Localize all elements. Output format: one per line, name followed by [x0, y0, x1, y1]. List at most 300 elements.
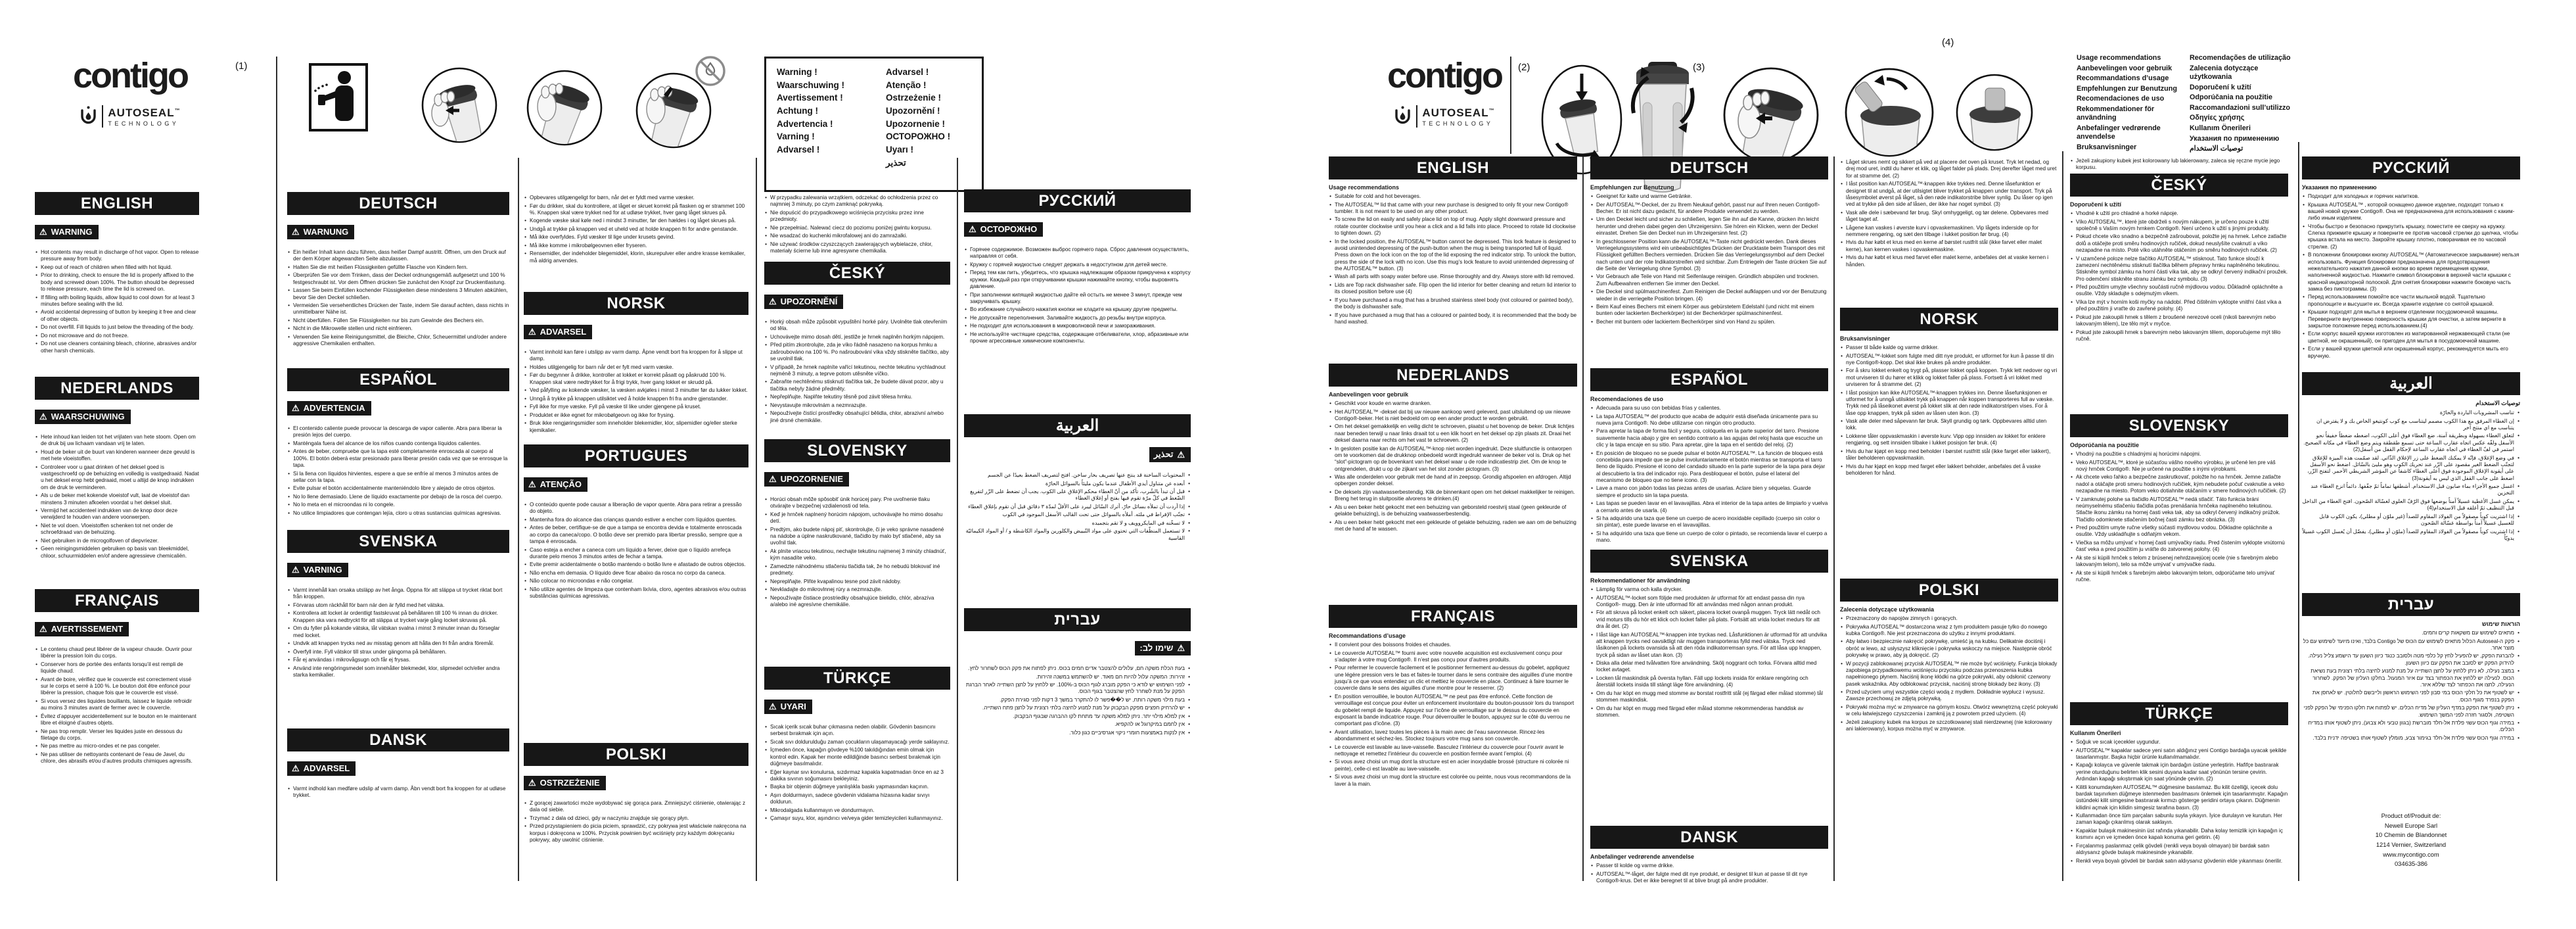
section-francais-warning [35, 589, 199, 767]
section-title: Bruksanvisninger [1840, 335, 1891, 342]
bullet-dot-icon: • [288, 272, 290, 279]
bullet-text: Não colocar no microondas e não congelar. [530, 578, 633, 584]
bullet-dot-icon: • [35, 661, 37, 667]
bullet-item [886, 144, 978, 156]
bullet-dot-icon: • [1188, 696, 1190, 703]
bullet-text: Крышка AUTOSEAL™ , которой оснащено данное изделие, подходит только к вашей новой кружке Contigo®. Она не предназначена для использования с каким-либо иным изделием. [2308, 201, 2515, 222]
bullet-text: Nie używać środków czyszczących zawierających wybielacze, chlor, materiały ścierne lub inne agresywne chemikalia. [770, 241, 933, 254]
bullet-item [524, 243, 748, 249]
bullet-dot-icon: • [1188, 488, 1190, 495]
bullet-dot-icon: • [524, 569, 526, 576]
bullet-dot-icon: • [1841, 463, 1843, 469]
bullet-item [1329, 774, 1577, 788]
bullet-text: En position verrouillée, le bouton AUTOSEAL™ ne peut pas être enfoncé. Cette fonction de verrouillage est conçue pour éviter un enfoncement involontaire du bouton-poussoir lors du transport du gobelet rempli de liquide. Appuyez sur l’icône de verrouillage sur le dessus du couvercle en exposant la bande indicatrice rouge. Pour déverrouiller le bouton, appuyez sur le côté du verrou ne comportant pas d’icône. (3) [1335, 693, 1575, 727]
bullet-item [2070, 525, 2288, 538]
bullet-item [2302, 831, 2520, 840]
bullet-list [1840, 615, 2058, 732]
bullet-item [777, 80, 869, 91]
warning-label: ⚠ ADVERTENCIA [287, 401, 371, 416]
warning-label: ⚠ UYARI [764, 700, 812, 714]
bullet-text: Wash all parts with soapy water before use. Rinse thoroughly and dry. Always store with lid removed. [1335, 274, 1575, 280]
bullet-text: I låst position kan AUTOSEAL™-knappen ikke trykkes ned. Denne låsefunktion er designet til at undgå, at der utilsigtet bliver trykket på knappen under transport. Tryk på låsesymbolet øverst på låget, så den røde indikatorstribe bliver synlig. Du låser op igen ved at trykke på den side af låsen, der ikke har noget symbol. (3) [1846, 181, 2053, 208]
bullet-text: Hvis du har kjøpt en kopp med farget eller lakkert beholder, anbefales det å vaske beholderen for hånd. [1846, 463, 2041, 476]
bullet-item [764, 379, 950, 393]
bullet-text: Conserver hors de portée des enfants lorsqu’il est rempli de liquide chaud. [41, 661, 183, 675]
bullet-text: אין למלא מילוי יתר. ניתן למלא משקה עד מתחת לקו ההברגה שבגוף הבקבוק. [1013, 713, 1185, 719]
bullet-item [2070, 739, 2288, 746]
bullet-item [524, 815, 748, 822]
bullet-item [35, 272, 199, 293]
bullet-item [964, 705, 1191, 711]
bullet-text: Achtung ! [777, 106, 818, 116]
bullet-dot-icon: • [765, 769, 767, 775]
bullet-dot-icon: • [1591, 318, 1593, 325]
bullet-item [964, 665, 1191, 672]
column-rule [1833, 156, 1835, 881]
section-header: עברית [2302, 593, 2520, 616]
bullet-text: Unngå å trykke på knappen utilsiktet ved å holde knappen fri fra andre gjenstander. [530, 395, 728, 402]
bullet-item [1329, 409, 1577, 423]
bullet-text: Il convient pour des boissons froides et chaudes. [1335, 642, 1452, 648]
bullet-dot-icon: • [1329, 504, 1331, 510]
bullet-dot-icon: • [524, 387, 526, 394]
bullet-item [524, 250, 748, 264]
bullet-text: I låst posisjon kan ikke AUTOSEAL™-knappen trykkes inn. Denne låsefunksjonen er utformet for å unngå utilsiktet trykk på knappen når koppen transporteres full av væske. Trykk ned på låseikonet øverst på lokket slik at den røde indikatorstripen vises. For å låse opp knappen, trykk på siden av låsen uten ikon. (3) [1846, 389, 2054, 416]
bullet-item [1590, 632, 1828, 659]
bullet-text: Überprüfen Sie vor dem Trinken, dass der Deckel ordnungsgemäß aufgesetzt und 100 % festgeschraubt ist. Vor dem Öffnen drücken Sie zunächst den Knopf zur Druckentlastung. [293, 272, 506, 285]
bullet-item [287, 471, 509, 485]
bullet-item [287, 249, 509, 263]
bullet-dot-icon: • [1188, 682, 1190, 688]
autoseal-label: AUTOSEAL [1422, 106, 1489, 119]
bullet-text: Víko AUTOSEAL™, které jste obdrželi s novým nákupem, je určeno pouze k užití společně s Vaším novým hrnkem Contigo®. Není určeno k užití s jinými produkty. [2076, 218, 2270, 231]
bullet-text: לפני השימוש יש לודא כי הפקק מוברג לגוף הכוס ב-100%. יש ללחוץ על לחצן השתייה לאחר הברגת הפקק על מנת לשחרר לחץ שהצטבר בגוף הכוס. [966, 682, 1185, 695]
bullet-list [287, 249, 509, 348]
bullet-item [35, 449, 199, 463]
bullet-item [2190, 114, 2300, 122]
bullet-dot-icon: • [1188, 721, 1190, 728]
bullet-item [2302, 653, 2520, 667]
autoseal-drop-icon [80, 106, 97, 127]
section-header: DEUTSCH [1590, 156, 1828, 179]
bullet-text: إذا اشتريت كوباً مصقولاً من الفولاذ المقاوم للصدأ (ملوّن أو مطلي)، يفضّل أن يُغسل الكوب غسيلاً يدويّاً [2302, 528, 2514, 541]
section-header: العربية [2302, 372, 2520, 395]
bullet-text: Caso esteja a encher a caneca com um líquido a ferver, deixe que o líquido arrefeça durante pelo menos 3 minutos antes de fechar a tampa. [530, 546, 731, 560]
bullet-text: Förvaras utom räckhåll för barn när den är fylld med het vätska. [293, 602, 445, 608]
bullet-item [2190, 104, 2300, 112]
bullet-dot-icon: • [1329, 774, 1331, 780]
warning-triangle-icon: ⚠ [769, 474, 777, 484]
bullet-item [764, 512, 950, 525]
bullet-item [524, 387, 748, 394]
bullet-text: V případě, že hrnek naplníte vařící tekutinou, nechte tekutinu vychladnout nejméně 3 minuty, a teprve potom utěsněte víčko. [770, 364, 946, 377]
bullet-list [2302, 630, 2520, 742]
bullet-dot-icon: • [765, 807, 767, 813]
bullet-item [764, 792, 950, 806]
bullet-text: Подходит для холодных и горячих напитков. [2308, 193, 2420, 199]
bullet-text: AUTOSEAL™-lokket som fulgte med ditt nye produkt, er utformet for kun å passe til din nye Contigo®-kopp. Det skal ikke brukes på andre produkter. [1846, 352, 2054, 366]
bullet-item [764, 364, 950, 378]
bullet-dot-icon: • [2303, 252, 2305, 258]
bullet-item [1590, 690, 1828, 704]
bullet-dot-icon: • [2071, 255, 2073, 262]
bullet-text: Hvis du har købt et krus med farvet eller malet kerne, anbefales det at vaske kernen i hånden. [1846, 254, 2049, 268]
bullet-text: Evite premir acidentalmente o botão mantendo o botão livre e afastado de outros objectos. [530, 561, 746, 568]
bullet-item [1590, 414, 1828, 427]
autoseal-drop-icon [1394, 106, 1412, 127]
warning-triangle-icon: ⚠ [292, 227, 300, 237]
bullet-item [1590, 515, 1828, 529]
bullet-item [287, 325, 509, 332]
bullet-item [2070, 570, 2288, 584]
bullet-item [1329, 519, 1577, 533]
bullet-item [964, 504, 1191, 510]
bullet-text: Si vous versez des liquides bouillants, laissez le liquide refroidir au moins 3 minutes avant de fermer avec le couvercle. [41, 698, 192, 711]
bullet-text: Manténgala fuera del alcance de los niños cuando contenga líquidos calientes. [293, 440, 481, 446]
bullet-dot-icon: • [288, 333, 290, 340]
contigo-logo [1372, 55, 1517, 128]
bullet-text: ניתן לשטוף את הפקק במדף העליון של מדיח הכלים. יש לפתוח את חלקו הפנימי של הפקק לפני השטיפה, ולסגור חזרה לפני המשך השימוש. [2303, 705, 2514, 718]
bullet-item [2302, 252, 2520, 293]
bullet-item [1590, 405, 1828, 412]
bullet-item [35, 698, 199, 712]
bullet-dot-icon: • [765, 784, 767, 790]
bullet-text: להברגת הפקק, יש להפעיל לחץ קל כלפי מטה ולסובב כנגד כיוון השעון עד הישמע צליל נעילה. להידוק הפקק יש לסובב את הפקק עם כיוון השעון. [2308, 653, 2514, 666]
bullet-dot-icon: • [2071, 459, 2073, 465]
bullet-list [764, 195, 950, 254]
bullet-text: De deksels zijn vaatwasserbestendig. Klik de binnenkant open om het deksel makkelijker te reinigen. Breng het terug in sluitpositie alvorens te drinken.(4) [1335, 488, 1575, 502]
bullet-list [1590, 405, 1828, 544]
bullet-dot-icon: • [2518, 417, 2519, 424]
bullet-text: Kapaklar bulaşık makinesinin üst rafında yıkanabilir. Daha kolay temizlik için kapağın iç kısmını açın ve içmeden önce kapalı konuma geri getirin. (4) [2076, 827, 2283, 841]
bullet-dot-icon: • [1591, 450, 1593, 456]
bullet-dot-icon: • [288, 625, 290, 632]
bullet-dot-icon: • [965, 314, 967, 321]
bullet-text: Må ikke overfyldes. Fyld væsker til lige under krusets gevind. [530, 234, 675, 241]
bullet-text: Veko AUTOSEAL™, ktoré je súčasťou vášho nového výrobku, je určené len pre váš nový hrnček Contigo®. Nie je určené na použitie s inými výrobkami. [2076, 459, 2276, 472]
bullet-dot-icon: • [288, 425, 290, 431]
bullet-item [2070, 828, 2288, 842]
bullet-item [2302, 841, 2520, 849]
bullet-dot-icon: • [1841, 345, 1843, 350]
bullet-dot-icon: • [288, 287, 290, 294]
autoseal-divider [102, 105, 103, 128]
warning-triangle-icon: ⚠ [969, 224, 977, 234]
product-origin-info [2302, 812, 2520, 870]
warning-triangle-icon: ⚠ [39, 227, 47, 237]
bullet-text: Upozornění ! [886, 106, 940, 116]
bullet-dot-icon: • [35, 492, 37, 499]
bullet-text: Keď je hrnček naplnený horúcim nápojom, uchovávajte ho mimo dosahu detí. [770, 511, 943, 525]
bullet-text: توصيات الاستخدام [2190, 145, 2243, 153]
bullet-dot-icon: • [2303, 193, 2305, 199]
section-header: NORSK [524, 292, 748, 315]
bullet-text: Ak plníte vriacou tekutinou, nechajte tekutinu najmenej 3 minúty chladnúť, kým nasadíte veko. [770, 548, 946, 561]
bullet-dot-icon: • [524, 516, 526, 523]
bullet-dot-icon: • [288, 610, 290, 617]
bullet-text: Må ikke komme i mikrobølgeovnen eller fryseren. [530, 242, 647, 249]
bullet-text: Lave a mano con jabón todas las piezas antes de usarlas. Aclare bien y séquelas. Guarde siempre el producto sin la tapa puesta. [1596, 485, 1811, 498]
figure-1-label: (1) [235, 60, 248, 72]
bullet-dot-icon: • [1329, 400, 1331, 406]
bullet-item [1840, 390, 2058, 417]
bullet-text: Før du begynner å drikke, kontroller at lokket er korrekt påsatt og påskrudd 100 %. Knappen skal være nedtrykket for å frigi trykk, hver gang lokket er skrudd på. [530, 372, 726, 385]
bullet-dot-icon: • [1329, 274, 1331, 280]
bullet-text: Passer til kolde og varme drikke. [1596, 863, 1674, 869]
bullet-dot-icon: • [1591, 485, 1593, 492]
grip-mug-illustration [526, 68, 603, 147]
bullet-text: Halten Sie die mit heißen Flüssigkeiten gefüllte Flasche von Kindern fern. [293, 264, 468, 270]
bullet-text: Ne pas utiliser de nettoyants contenant de l’eau de Javel, du chlore, des abrasifs et/ou d’autres produits chimiques agressifs. [41, 751, 193, 765]
bullet-item [2077, 85, 2195, 93]
column-rule [1510, 57, 1511, 154]
section-dansk-usage-continued [1840, 156, 2058, 270]
section-espanol-warning [287, 368, 509, 518]
bullet-dot-icon: • [288, 587, 290, 593]
section-francais-usage [1329, 605, 1577, 789]
warning-triangle-icon: ⚠ [39, 412, 47, 421]
bullet-dot-icon: • [1841, 703, 1843, 710]
bullet-text: Sıcak içerik sıcak buhar çıkmasına neden olabilir. Gövdenin basıncını serbest bırakmak için açın. [770, 724, 936, 737]
bullet-text: Çamaşır suyu, klor, aşındırıcı ve/veya gider temizleyicileri kullanmayınız. [770, 815, 943, 822]
bullet-item [2190, 93, 2300, 102]
bullet-text: Pokrywka AUTOSEAL™ dostarczona wraz z tym produktem pasuje tylko do nowego kubka Contigo®. Nie jest przeznaczona do użytku z innymi produktami. [1846, 623, 2048, 636]
column-rule [518, 158, 519, 881]
bullet-text: Uchovávejte mimo dosah dětí, jestliže je hrnek naplněn horkým nápojem. [770, 333, 945, 340]
bullet-item [287, 287, 509, 301]
bullet-item [2302, 193, 2520, 200]
bullet-item [524, 420, 748, 434]
bullet-text: Kogende væske skal køle ned i mindst 3 minutter, før den hældes i og låget skrues på. [530, 218, 736, 224]
bullet-text: Newell Europe Sarl [2384, 821, 2438, 829]
bullet-text: Viečka sa môžu umývať v hornej časti umývačky riadu. Pred čistením vyklopte vnútornú časť veka a pred použitím ju vráťte do zatvorenej polohy. (4) [2076, 539, 2285, 553]
bullet-list [964, 472, 1191, 542]
bullet-list [35, 249, 199, 354]
bullet-dot-icon: • [524, 195, 526, 201]
bullet-text: No lo meta en el microondas ni lo congele. [293, 502, 395, 508]
bullet-dot-icon: • [35, 309, 37, 316]
bullet-item [1590, 450, 1828, 485]
bullet-text: Om du har köpt en mugg med stomme av borstat rostfritt stål (ej färgad eller målad stomme) tål stommen maskindisk. [1596, 690, 1823, 703]
bullet-text: AUTOSEAL™-locket som följde med produkten är utformat för att endast passa din nya Contigo®- mugg. Den är inte utformad för att användas med någon annan produkt. [1596, 594, 1805, 607]
bullet-text: Niet gebruiken in de microgolfoven of diepvriezer. [41, 537, 159, 544]
bullet-list [1590, 193, 1828, 325]
bullet-item [764, 579, 950, 585]
bullet-text: Bruk ikke rengjøringsmidler som inneholder blekemidler, klor, slipemidler og/eller sterke kjemikalier. [530, 420, 737, 433]
section-hebrew-usage [2302, 593, 2520, 743]
bullet-list [524, 502, 748, 600]
column-rule [1582, 156, 1584, 881]
warning-triangle-icon: ⚠ [1177, 449, 1185, 460]
section-title: Doporučení k užití [2070, 201, 2122, 208]
bullet-item [764, 241, 950, 255]
bullet-item [1329, 274, 1577, 280]
bullet-item [2302, 410, 2520, 416]
bullet-text: Vermeiden Sie versehentliches Drücken der Taste, indem Sie darauf achten, dass nichts in unmittelbarer Nähe ist. [293, 302, 509, 316]
warning-triangle-icon: ⚠ [528, 479, 536, 489]
bullet-dot-icon: • [1188, 512, 1190, 518]
bullet-text: W pozycji zablokowanej przycisk AUTOSEAL™ nie może być wciśnięty. Funkcja blokady zapobiega przypadkowemu wciśnięciu przycisku podczas przenoszenia kubka napełnionego płynem. Naciśnij ikonę kłódki na górze pokrywki, aby odsłonić czerwony pasek wskaźnika. Aby odblokować przycisk, naciśnij stronę blokady bez ikony. (3) [1846, 660, 2058, 687]
bullet-dot-icon: • [1591, 631, 1593, 638]
warning-triangle-icon: ⚠ [292, 763, 300, 773]
bullet-dot-icon: • [1188, 705, 1190, 711]
bullet-text: Nevystavujte mikrovlnám a nezmrazujte. [770, 402, 867, 408]
bullet-dot-icon: • [1841, 418, 1843, 425]
bullet-text: أبعده عن متناول أيدي الأطفال عندما يكون مليئاً بالسوائل الحارّة [1045, 480, 1185, 487]
bullet-text: Kilitli konumdayken AUTOSEAL™ düğmesine basılamaz. Bu kilit özelliği, içecek dolu bardak taşınırken düğmeye istenmeden basılmasını önlemek için tasarlanmıştır. Kapağın üstündeki kilit simgesine bastırarak kırmızı gösterge şeridini ortaya çıkarın. Düğmenin kilidini açmak için kilidin simgesiz tarafına basın. (3) [2076, 784, 2288, 811]
bullet-item [777, 92, 869, 104]
bullet-item [1840, 418, 2058, 432]
bullet-text: Als u de beker met kokende vloeistof vult, laat de vloeistof dan minstens 3 minuten afkoelen voordat u het deksel sluit. [41, 492, 190, 506]
bullet-dot-icon: • [35, 249, 37, 255]
column-rule [276, 57, 277, 881]
warning-triangle-icon: ⚠ [528, 778, 536, 788]
section-arabic-usage [2302, 372, 2520, 543]
bullet-dot-icon: • [35, 264, 37, 270]
bullet-text: Får ej användas i mikrovågsugn och får ej frysas. [293, 657, 411, 663]
bullet-item [2070, 284, 2288, 298]
bullet-item [2302, 851, 2520, 859]
bullet-text: Om het deksel gemakkelijk en veilig dicht te schroeven, plaatst u het bovenop de beker. Druk lichtjes naar beneden terwijl u naar links draait tot u een klik hoort en het deksel op zijn plaats zit. Draai het deksel daarna naar rechts om het vast te schroeven. (2) [1335, 423, 1575, 444]
bullet-dot-icon: • [524, 502, 526, 508]
bullet-text: במידה וגוף הכוס עשוי פלדת אל-חלד בגימור צבע, מומלץ לשטוף אותו בשטיפה ידנית בלבד. [2312, 734, 2514, 741]
bullet-text: V zamknutej polohe sa tlačidlo AUTOSEAL™ nedá stlačiť. Táto funkcia bráni neúmyselnému stlačeniu tlačidla počas prenášania hrnčeka naplneného tekutinou. Stlačte ikonu zámku na hornej časti veka tak, aby sa odkryl červený indikačný prúžok. Tlačidlo odomknete stlačením bočnej časti zámku bez obrázka. (3) [2076, 496, 2280, 523]
bullet-text: Holdes utilgjengelig for barn når det er fylt med varm væske. [530, 364, 674, 370]
bullet-item [2070, 329, 2288, 343]
bullet-item [2302, 433, 2520, 453]
bullet-text: Het AUTOSEAL™ -deksel dat bij uw nieuwe aankoop werd geleverd, past uitsluitend op uw nieuwe Contigo®-beker. Het is niet bedoeld om op een ander product te worden gebruikt. [1335, 408, 1571, 421]
bullet-item [2302, 224, 2520, 250]
lock-button-illustration [1722, 66, 1820, 164]
bullet-text: In geschlossener Position kann die AUTOSEAL™-Taste nicht gedrückt werden. Dank dieses Verriegelungssystems wird ein unbeabsichtigtes Drücken der Drucktaste beim Transport des mit Flüssigkeit gefüllten Bechers vermieden. Drücken Sie das Verriegelungssymbol auf dem Deckel nach unten und der rote Indikatorstreifen wird sichtbar. Zum Entriegeln der Taste drücken Sie auf die Seite der Verriegelung ohne Symbol. (3) [1596, 238, 1827, 272]
warning-triangle-icon: ⚠ [769, 297, 777, 306]
bullet-item [764, 225, 950, 231]
bullet-item [1329, 216, 1577, 237]
bullet-item [287, 318, 509, 324]
bullet-text: تناسب المشروبات الباردة والحارّة [2439, 410, 2514, 416]
bullet-dot-icon: • [1591, 586, 1593, 592]
bullet-text: Przeznaczony do napojów zimnych i gorących. [1846, 615, 1958, 621]
bullet-text: Przed użyciem umyj wszystkie części wodą z mydłem. Dokładnie wypłucz i wysusz. Zawsze przechowuj ze zdjętą pokrywką. [1846, 689, 2045, 702]
bullet-list [964, 665, 1191, 736]
bullet-text: Kapağı kolayca ve güvenle takmak için bardağın üstüne yerleştirin. Hafifçe bastırarak yerine oturduğunu belirten klik sesini duyana kadar saat yönünün tersine çevirin. Ardından kapağı sıkıştırmak için saat yönünde çevirin. (2) [2076, 762, 2279, 782]
bullet-item [964, 270, 1191, 290]
bullet-text: Undvik att knappen trycks ned av misstag genom att hålla den fri från andra föremål. [293, 640, 494, 647]
bullet-item [764, 739, 950, 746]
bullet-item [1329, 312, 1577, 326]
bullet-dot-icon: • [1841, 209, 1843, 216]
section-english-usage [1329, 156, 1577, 327]
bullet-item [2302, 720, 2520, 734]
bullet-dot-icon: • [1841, 368, 1843, 374]
bullet-item [886, 157, 978, 169]
bullet-item [1840, 254, 2058, 268]
bullet-item [964, 306, 1191, 313]
bullet-item [777, 66, 869, 78]
bullet-item [2077, 54, 2195, 62]
section-slovensky-usage [2070, 414, 2288, 584]
bullet-text: Lassen Sie beim Einfüllen kochender Flüssigkeiten diese mindestens 3 Minuten abkühlen, bevor Sie den Deckel schließen. [293, 287, 508, 300]
bullet-item [524, 502, 748, 515]
bullet-item [35, 508, 199, 521]
bullet-dot-icon: • [1329, 744, 1331, 750]
bullet-dot-icon: • [35, 272, 37, 279]
press-button-illustration [421, 66, 498, 145]
bullet-dot-icon: • [1591, 609, 1593, 616]
bullet-text: Başka bir objenin düğmeye yanlışlıkla baskı yapmasından kaçının. [770, 784, 929, 790]
flip-lid-open-illustration [1843, 66, 2040, 159]
bullet-text: Waarschuwing ! [777, 80, 845, 90]
bullet-text: Upozornenie ! [886, 118, 945, 129]
bullet-item [1590, 274, 1828, 287]
section-english-warning [35, 192, 199, 356]
bullet-dot-icon: • [1591, 863, 1593, 869]
bullet-item [2302, 705, 2520, 719]
bullet-text: Nepřeplňujte. Naplňte tekutiny těsně pod závit tělesa hrnku. [770, 394, 913, 400]
bullet-text: Aby łatwo i bezpiecznie nakręcić pokrywkę, umieść ją na kubku. Delikatnie dociśnij i obróć w lewo, aż usłyszysz kliknięcie i pokrywka wskoczy na miejsce. Następnie obróć pokrywkę w prawo, aby ją dokręcić. (2) [1846, 638, 2052, 659]
bullet-text: Nepoužívejte čistící prostředky obsahující bělidla, chlor, abrazivní a/nebo jiné drsné chemikálie. [770, 410, 944, 423]
bullet-dot-icon: • [765, 195, 767, 201]
bullet-item [964, 528, 1191, 542]
bullet-dot-icon: • [1329, 759, 1331, 765]
bullet-item [1840, 615, 2058, 622]
bullet-text: Jeżeli zakupiony kubek jest kolorowany lub lakierowany, zaleca się ręczne mycie jego korpusu. [2076, 158, 2280, 171]
bullet-item [764, 410, 950, 424]
bullet-item [287, 665, 509, 679]
warning-label: ⚠ OSTRZEŻENIE [524, 776, 606, 790]
bullet-dot-icon: • [1591, 530, 1593, 536]
section-slovensky-warning [764, 439, 950, 609]
bullet-text: Si vous avez choisi un mug dont la structure est en acier inoxydable brossé (structure ni colorée ni peinte), celle-ci est lavable au lave-vaisselle. [1335, 759, 1569, 772]
bullet-dot-icon: • [2071, 218, 2073, 225]
bullet-dot-icon: • [2518, 454, 2519, 461]
bullet-item [964, 520, 1191, 527]
bullet-text: 1214 Vernier, Switzerland [2376, 841, 2447, 849]
bullet-dot-icon: • [765, 233, 767, 239]
bullet-text: För att skruva på locket enkelt och säkert, placera locket ovanpå muggen. Tryck lätt nedåt och vrid moturs tills du hör ett klick och locket faller på plats. Fortsätt att vrida locket medurs för att dra åt det. (2) [1596, 609, 1820, 630]
section-header: NEDERLANDS [1329, 364, 1577, 387]
bullet-dot-icon: • [765, 410, 767, 417]
bullet-item [1590, 595, 1828, 609]
bullet-text: Pokud jste zakoupili hrnek s barevným nebo lakovaným tělem, doporučujeme mýt tělo ručně. [2076, 329, 2281, 342]
bullet-text: Ved påfylling av kokende væsker, la væsken avkjøles i minst 3 minutter før du lukker lokket. [530, 387, 748, 394]
bullet-item [287, 657, 509, 663]
bullet-text: Hvis du har købt et krus med en kerne af børstet rustfrit stål (ikke farvet eller malet kerne), kan kernen vaskes i opvaskemaskine. [1846, 239, 2042, 252]
bullet-item [1590, 239, 1828, 273]
section-title: Kullanım Önerileri [2070, 730, 2121, 736]
bullet-dot-icon: • [524, 525, 526, 531]
bullet-item [287, 786, 509, 799]
bullet-text: Evite pulsar el botón accidentalmente manteniéndolo libre y alejado de otros objetos. [293, 485, 495, 492]
bullet-dot-icon: • [288, 325, 290, 332]
bullet-dot-icon: • [2071, 747, 2073, 753]
bullet-dot-icon: • [524, 420, 526, 427]
bullet-dot-icon: • [765, 563, 767, 569]
bullet-item [886, 80, 978, 91]
bullet-dot-icon: • [1841, 181, 1843, 187]
section-espanol-usage [1590, 368, 1828, 546]
bullet-item [764, 342, 950, 362]
bullet-text: Nevkladajte do mikrovlnnej rúry a nezmrazujte. [770, 586, 883, 593]
bullet-dot-icon: • [1591, 238, 1593, 245]
autoseal-lockup [1372, 105, 1517, 128]
warning-triangle-icon: ⚠ [292, 403, 300, 413]
section-turkce-warning [764, 667, 950, 824]
section-polski-warning-continued [764, 192, 950, 256]
bullet-item [524, 561, 748, 568]
bullet-dot-icon: • [765, 319, 767, 325]
bullet-dot-icon: • [2071, 451, 2073, 457]
